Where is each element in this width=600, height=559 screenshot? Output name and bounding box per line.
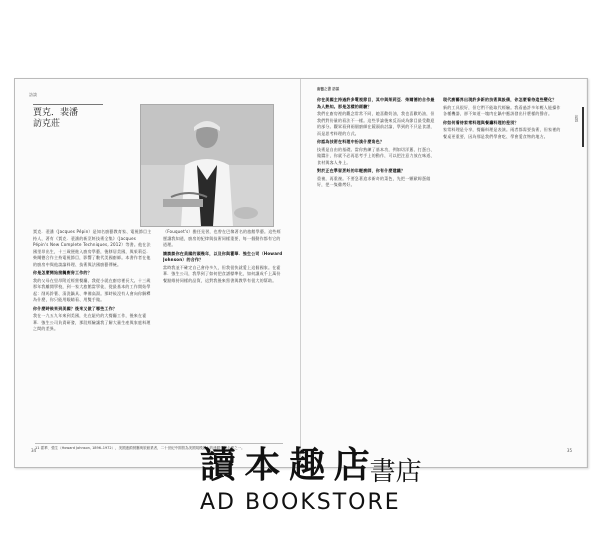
question-2: 你什麼時候來到美國？後來又做了哪些工作？ — [33, 305, 117, 311]
chef-portrait-illustration — [141, 105, 273, 226]
col2-intro-paragraph: （Fouquet's）擔任見習，也曾在巴黎著名的旅館學藝。這些經歷讓我知道，廚房的紀律與技術同樣重要，每一個動作都有它的道理。 — [163, 229, 281, 247]
side-tab-bar — [582, 107, 584, 147]
interviewee-name-line-2: 訪克莊 — [33, 119, 61, 129]
watermark-english-text: AD BOOKSTORE — [200, 490, 401, 515]
running-header: 廚藝之書 訪談 — [317, 87, 340, 91]
question-3: 請談談你在美國的頭幾年，以及你與霍華．強生公司（Howard Johnson）的合作？ — [163, 250, 283, 262]
right-answer-5: 家常料理是分享，餐廳料理是表演。兩者都需要技術，但家裡的餐桌更重要，因為那是我們學會吃、學會愛食物的地方。 — [443, 127, 561, 139]
side-tab-label: 訪談 — [575, 115, 579, 122]
answer-2: 我在一九五九年來到美國，先在紐約的大餐廳工作，後來在霍華．強生公司負責研發，那段經驗讓我了解大量生產與家庭料理之間的差異。 — [33, 313, 151, 331]
right-question-1: 你在美國主持過許多電視節目，其中與茱莉亞．柴爾德的合作最為人熟知。那是怎樣的經驗？ — [317, 97, 435, 109]
watermark-chinese-small-text: 書店 — [369, 457, 422, 487]
right-answer-3: 重複，再重複。不要急著追求新奇的菜色，先把一顆歐姆蛋做好，把一隻雞烤好。 — [317, 175, 431, 187]
bookstore-watermark-logo — [200, 437, 480, 537]
interviewee-name-block — [33, 104, 103, 130]
right-page — [301, 79, 586, 467]
left-page-number: 34 — [31, 448, 37, 453]
left-col-2 — [163, 229, 283, 439]
left-page — [15, 79, 301, 467]
left-col-1 — [33, 229, 153, 439]
right-answer-2: 技術是自由的基礎。當你熟練了基本功，例如切洋蔥、打蛋白、做醬汁，你就不必再思考手上的動作，可以把注意力放在味道、食材與客人身上。 — [317, 146, 435, 165]
answer-1: 我的父母在里昂附近經營餐廳，我從小就在廚房裡長大。十三歲那年我離開學校，到一家大旅館當學徒，從最基本的工作開始學起：削馬鈴薯、清洗鍋具、準備高湯。那時候沒有人會向你解釋為什麼，你只能用眼睛看、用雙手做。 — [33, 277, 151, 302]
right-answer-1: 我們在廚房裡的觀念常常不同，她喜歡奶油，我也喜歡奶油，但我們對份量的看法不一樣。這些爭論後來反而成為節目最受歡迎的部分。觀眾看到兩個廚師在鏡頭前討論，學到的不只是食譜，而是思考料理的方式。 — [317, 111, 435, 136]
chef-portrait-photo — [140, 104, 274, 227]
watermark-chinese-text: 讀 本 趣 店 — [200, 445, 368, 486]
footnote: 11 霍華．強生（Howard Johnson, 1896–1972），美國連鎖餐廳與旅館業者，二十世紀中期曾為美國規模最大的連鎖餐飲企業之一。 — [35, 443, 283, 451]
answer-3: 當時我並不確定自己會待多久，但我很快就愛上這個國家。在霍華．強生公司，我學到了如何把食譜標準化，如何讓成千上萬份餐點維持同樣的品質，這對我後來寫書與教學有很大的幫助。 — [163, 264, 281, 283]
watermark-chinese-row — [200, 437, 480, 488]
right-question-5: 你如何看待家常料理與餐廳料理的差別？ — [443, 119, 519, 125]
right-question-4: 現代廚藝界出現許多新的技術與設備，你怎麼看待這些變化？ — [443, 97, 557, 102]
right-col-2 — [443, 95, 561, 440]
right-question-3: 對於正在學習烹飪的年輕廚師，你有什麼建議？ — [317, 168, 406, 173]
intro-paragraph: 賈克．裴潘（Jacques Pépin）是知名廚藝教育家、電視節目主持人，著有《賈克．裴潘的新烹飪技術全集》（Jacques Pépin's New Complete Techniques, 2012）等書。他在法國里昂出生，十三歲便進入廚房學藝，後移居美國，與茱莉亞．柴爾德合作主持電視節目，影響了數代美國廚師。本書作者在他的廚房中與他談論料理、技術與法國廚藝傳統。 — [33, 229, 152, 267]
book-spread — [14, 78, 588, 468]
right-question-2: 你認為技術在料理中扮演什麼角色？ — [317, 139, 385, 144]
right-col-1 — [317, 95, 435, 440]
interviewee-name-line-1: 賈克．裴潘 — [33, 108, 79, 118]
question-1: 你是怎麼開始接觸廚房工作的？ — [33, 270, 92, 275]
right-answer-4: 新的工具很好，但它們不能取代經驗。我看過許多年輕人能操作各種機器，卻不知道一塊肉在鍋中應該發出什麼樣的聲音。 — [443, 104, 561, 116]
right-page-number: 35 — [566, 448, 572, 453]
section-label: 訪談 — [29, 92, 37, 97]
